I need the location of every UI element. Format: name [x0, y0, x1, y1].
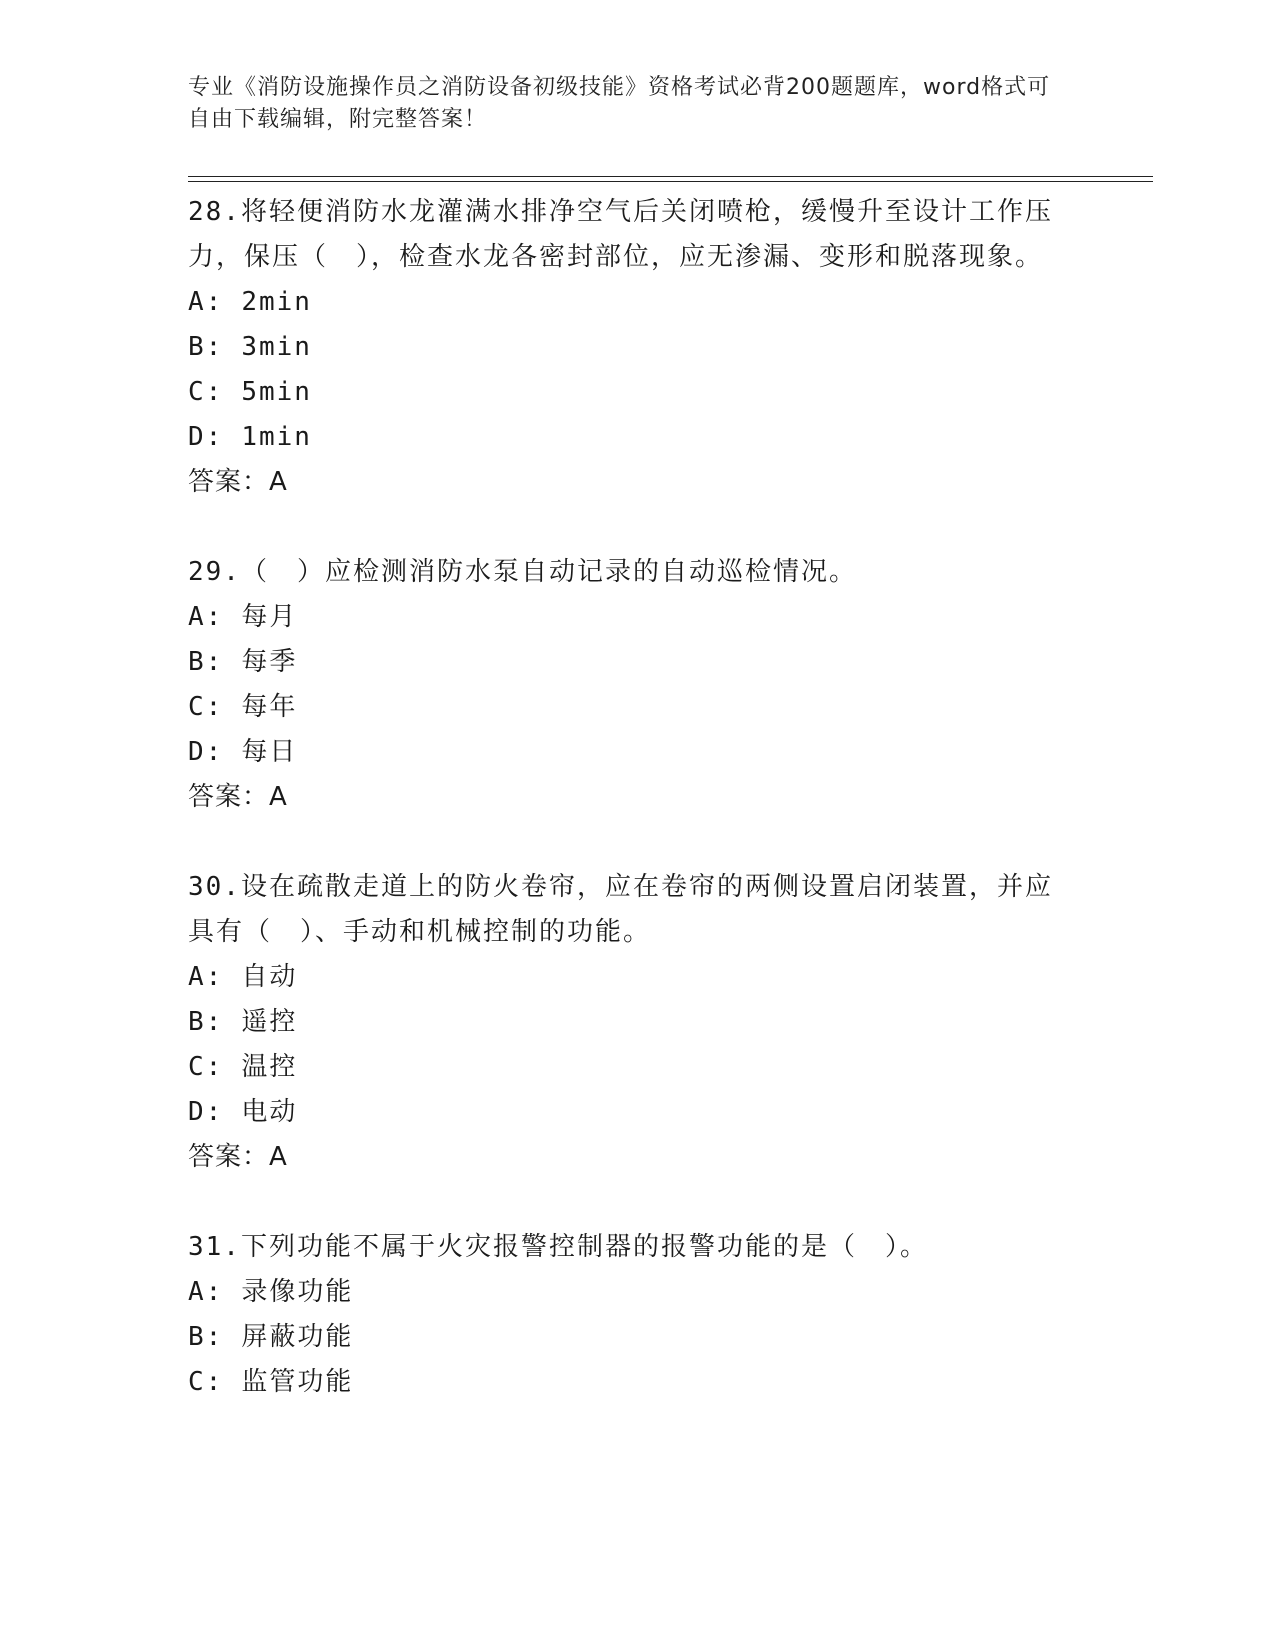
option-a — [188, 1270, 1153, 1315]
option-c — [188, 1045, 1153, 1090]
option-text: 自动 — [241, 962, 298, 992]
option-key: D: — [188, 737, 224, 767]
question-31 — [188, 1225, 1153, 1405]
option-key: C: — [188, 1052, 224, 1082]
option-d — [188, 730, 1153, 775]
option-key: A: — [188, 1277, 224, 1307]
option-c — [188, 685, 1153, 730]
option-key: C: — [188, 1367, 224, 1397]
option-key: B: — [188, 647, 224, 677]
question-stem: 30.设在疏散走道上的防火卷帘，应在卷帘的两侧设置启闭装置，并应具有（ ）、手动和机械控制的功能。 — [188, 872, 1053, 947]
option-c — [188, 1360, 1153, 1405]
question-list — [188, 190, 1153, 1405]
option-text: 2min — [241, 287, 312, 317]
answer-line: 答案：A — [188, 467, 288, 497]
question-stem: 29.（ ）应检测消防水泵自动记录的自动巡检情况。 — [188, 557, 857, 587]
option-d — [188, 1090, 1153, 1135]
option-b — [188, 1315, 1153, 1360]
header-divider-top — [188, 176, 1153, 177]
option-key: C: — [188, 377, 224, 407]
option-b — [188, 1000, 1153, 1045]
option-text: 1min — [241, 422, 312, 452]
option-d — [188, 415, 1153, 460]
option-key: B: — [188, 1322, 224, 1352]
answer-line: 答案：A — [188, 1142, 288, 1172]
option-text: 屏蔽功能 — [241, 1322, 354, 1352]
option-key: C: — [188, 692, 224, 722]
option-b — [188, 325, 1153, 370]
header-divider-bottom — [188, 181, 1153, 182]
question-stem: 31.下列功能不属于火灾报警控制器的报警功能的是（ ）。 — [188, 1232, 928, 1262]
option-text: 录像功能 — [241, 1277, 354, 1307]
option-a — [188, 595, 1153, 640]
option-key: B: — [188, 332, 224, 362]
question-28 — [188, 190, 1153, 505]
option-key: A: — [188, 287, 224, 317]
option-text: 遥控 — [241, 1007, 298, 1037]
option-a — [188, 955, 1153, 1000]
option-text: 每月 — [241, 602, 298, 632]
option-key: A: — [188, 962, 224, 992]
option-key: D: — [188, 422, 224, 452]
option-c — [188, 370, 1153, 415]
option-b — [188, 640, 1153, 685]
option-text: 温控 — [241, 1052, 298, 1082]
option-a — [188, 280, 1153, 325]
option-text: 每日 — [241, 737, 298, 767]
option-text: 每季 — [241, 647, 298, 677]
option-text: 电动 — [241, 1097, 298, 1127]
option-text: 3min — [241, 332, 312, 362]
option-key: D: — [188, 1097, 224, 1127]
question-29 — [188, 550, 1153, 820]
answer-line: 答案：A — [188, 782, 288, 812]
option-text: 监管功能 — [241, 1367, 354, 1397]
question-stem: 28.将轻便消防水龙灌满水排净空气后关闭喷枪，缓慢升至设计工作压力，保压（ ），检查水龙各密封部位，应无渗漏、变形和脱落现象。 — [188, 197, 1053, 272]
option-text: 5min — [241, 377, 312, 407]
document-header: 专业《消防设施操作员之消防设备初级技能》资格考试必背200题题库，word格式可自由下载编辑，附完整答案！ — [188, 75, 1051, 132]
option-key: B: — [188, 1007, 224, 1037]
question-30 — [188, 865, 1153, 1180]
option-text: 每年 — [241, 692, 298, 722]
option-key: A: — [188, 602, 224, 632]
